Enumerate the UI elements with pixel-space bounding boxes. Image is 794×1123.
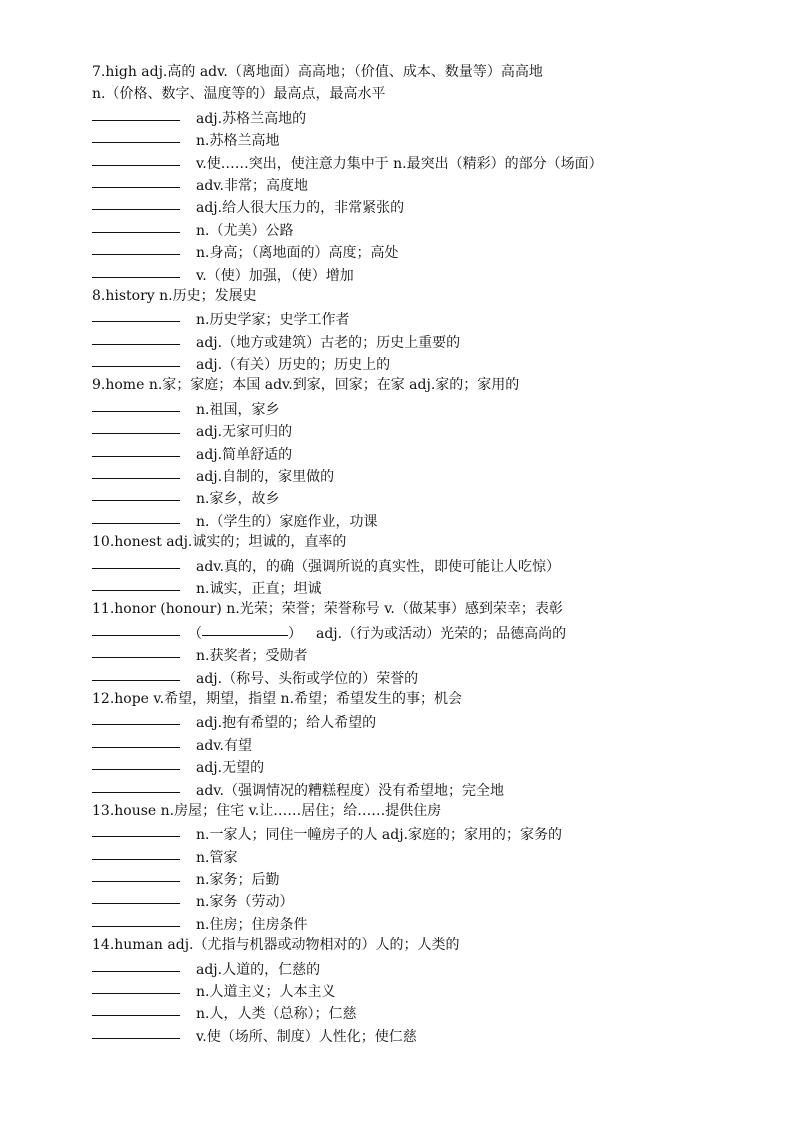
derivative-line — [92, 666, 772, 688]
derivative-line — [92, 554, 772, 576]
derivative-line — [92, 419, 772, 441]
headword-definition: 8.history n.历史；发展史 — [92, 287, 257, 304]
headword-definition: 14.human adj.（尤指与机器或动物相对的）人的；人类的 — [92, 937, 460, 954]
headword-line — [92, 61, 772, 83]
headword-definition: 10.honest adj.诚实的；坦诚的，直率的 — [92, 534, 347, 551]
derivative-definition: n.身高；（离地面的）高度；高处 — [196, 245, 399, 262]
headword-definition: 13.house n.房屋；住宅 v.让……居住；给……提供住房 — [92, 802, 442, 819]
derivative-definition: n.住房；住房条件 — [196, 916, 308, 933]
derivative-definition: v.（使）加强，（使）增加 — [196, 267, 354, 284]
derivative-definition: v.使……突出，使注意力集中于 n.最突出（精彩）的部分（场面） — [196, 155, 603, 172]
derivative-definition: v.使（场所、制度）人性化；使仁慈 — [196, 1028, 417, 1045]
answer-blank[interactable] — [92, 464, 180, 479]
answer-blank[interactable] — [92, 263, 180, 278]
close-paren: ） — [288, 625, 302, 642]
derivative-line — [92, 106, 772, 128]
derivative-definition: n.（学生的）家庭作业，功课 — [196, 513, 378, 530]
derivative-definition: n.家乡，故乡 — [196, 491, 280, 508]
headword-line — [92, 934, 772, 956]
answer-blank[interactable] — [92, 307, 180, 322]
derivative-definition: n.苏格兰高地 — [196, 133, 280, 150]
headword-line — [92, 83, 772, 105]
answer-blank[interactable] — [92, 509, 180, 524]
derivative-line — [92, 509, 772, 531]
derivative-definition: adv.非常；高度地 — [196, 177, 309, 194]
headword-definition: 11.honor (honour) n.光荣；荣誉；荣誉称号 v.（做某事）感到荣幸；表彰 — [92, 601, 563, 618]
answer-blank[interactable] — [92, 979, 180, 994]
answer-blank[interactable] — [92, 218, 180, 233]
derivative-definition: adj.自制的，家里做的 — [196, 469, 335, 486]
derivative-definition: n.祖国，家乡 — [196, 401, 280, 418]
derivative-line — [92, 173, 772, 195]
derivative-definition: n.获奖者；受勋者 — [196, 648, 308, 665]
derivative-line — [92, 464, 772, 486]
answer-blank[interactable] — [92, 621, 180, 636]
derivative-line — [92, 576, 772, 598]
derivative-definition: n.一家人；同住一幢房子的人 adj.家庭的；家用的；家务的 — [196, 827, 563, 844]
derivative-line — [92, 710, 772, 732]
headword-line — [92, 285, 772, 307]
alternate-answer-blank[interactable] — [202, 621, 288, 636]
derivative-definition: adv.真的，的确（强调所说的真实性，即使可能让人吃惊） — [196, 558, 561, 575]
derivative-line — [92, 733, 772, 755]
derivative-definition: adj.无望的 — [196, 760, 265, 777]
answer-blank[interactable] — [92, 128, 180, 143]
answer-blank[interactable] — [92, 486, 180, 501]
derivative-line — [92, 195, 772, 217]
headword-definition: 7.high adj.高的 adv.（离地面）高高地；（价值、成本、数量等）高高地 — [92, 64, 543, 80]
answer-blank[interactable] — [92, 576, 180, 591]
headword-definition: 9.home n.家；家庭；本国 adv.到家，回家；在家 adj.家的；家用的 — [92, 377, 520, 394]
derivative-definition: n.诚实，正直；坦诚 — [196, 580, 322, 597]
derivative-line — [92, 957, 772, 979]
derivative-definition: n.家务；后勤 — [196, 872, 280, 889]
derivative-definition: adj.（称号、头衔或学位的）荣誉的 — [196, 670, 419, 687]
vocabulary-list — [92, 61, 772, 1046]
derivative-line — [92, 912, 772, 934]
derivative-line — [92, 397, 772, 419]
derivative-line — [92, 263, 772, 285]
headword-definition: n.（价格、数字、温度等的）最高点，最高水平 — [92, 86, 386, 103]
derivative-line — [92, 979, 772, 1001]
derivative-definition: adj.（地方或建筑）古老的；历史上重要的 — [196, 334, 461, 351]
answer-blank[interactable] — [92, 330, 180, 345]
derivative-definition: adj.抱有希望的；给人希望的 — [196, 715, 377, 732]
answer-blank[interactable] — [92, 845, 180, 860]
derivative-line — [92, 889, 772, 911]
derivative-line — [92, 352, 772, 374]
answer-blank[interactable] — [92, 1001, 180, 1016]
derivative-line — [92, 643, 772, 665]
derivative-definition: adj.无家可归的 — [196, 424, 293, 441]
answer-blank[interactable] — [92, 867, 180, 882]
derivative-definition: adj.给人很大压力的，非常紧张的 — [196, 200, 405, 217]
answer-blank[interactable] — [92, 666, 180, 681]
answer-blank[interactable] — [92, 755, 180, 770]
derivative-definition: adj.（有关）历史的；历史上的 — [196, 357, 391, 374]
answer-blank[interactable] — [92, 643, 180, 658]
derivative-line — [92, 151, 772, 173]
derivative-definition: adj.（行为或活动）光荣的；品德高尚的 — [316, 625, 567, 642]
derivative-line — [92, 218, 772, 240]
derivative-definition: adj.苏格兰高地的 — [196, 110, 307, 127]
derivative-line — [92, 621, 772, 643]
derivative-definition: n.人，人类（总称）；仁慈 — [196, 1006, 357, 1023]
derivative-line — [92, 1024, 772, 1046]
headword-line — [92, 374, 772, 396]
derivative-line — [92, 486, 772, 508]
answer-blank[interactable] — [92, 733, 180, 748]
derivative-definition: n.人道主义；人本主义 — [196, 984, 336, 1001]
answer-blank[interactable] — [92, 554, 180, 569]
derivative-line — [92, 778, 772, 800]
answer-blank[interactable] — [92, 195, 180, 210]
headword-line — [92, 800, 772, 822]
headword-line — [92, 598, 772, 620]
answer-blank[interactable] — [92, 419, 180, 434]
answer-blank[interactable] — [92, 1024, 180, 1039]
derivative-line — [92, 867, 772, 889]
derivative-definition: n.管家 — [196, 849, 238, 866]
derivative-definition: adj.简单舒适的 — [196, 446, 293, 463]
answer-blank[interactable] — [92, 778, 180, 793]
derivative-definition: n.家务（劳动） — [196, 894, 294, 911]
derivative-definition: adj.人道的，仁慈的 — [196, 961, 321, 978]
derivative-definition: adv.（强调情况的糟糕程度）没有希望地；完全地 — [196, 782, 505, 799]
derivative-line — [92, 307, 772, 329]
derivative-line — [92, 755, 772, 777]
derivative-definition: adv.有望 — [196, 737, 253, 754]
headword-line — [92, 688, 772, 710]
headword-definition: 12.hope v.希望，期望，指望 n.希望；希望发生的事；机会 — [92, 690, 463, 707]
derivative-line — [92, 1001, 772, 1023]
answer-blank[interactable] — [92, 173, 180, 188]
answer-blank[interactable] — [92, 106, 180, 121]
answer-blank[interactable] — [92, 957, 180, 972]
answer-blank[interactable] — [92, 397, 180, 412]
answer-blank[interactable] — [92, 822, 180, 837]
answer-blank[interactable] — [92, 889, 180, 904]
derivative-line — [92, 240, 772, 262]
derivative-line — [92, 128, 772, 150]
derivative-definition: n.历史学家；史学工作者 — [196, 312, 350, 329]
open-paren: （ — [188, 625, 202, 642]
answer-blank[interactable] — [92, 912, 180, 927]
derivative-line — [92, 822, 772, 844]
headword-line — [92, 531, 772, 553]
answer-blank[interactable] — [92, 352, 180, 367]
answer-blank[interactable] — [92, 710, 180, 725]
answer-blank[interactable] — [92, 240, 180, 255]
derivative-definition: n.（尤美）公路 — [196, 222, 294, 239]
answer-blank[interactable] — [92, 151, 180, 166]
answer-blank[interactable] — [92, 442, 180, 457]
derivative-line — [92, 330, 772, 352]
derivative-line — [92, 442, 772, 464]
derivative-line — [92, 845, 772, 867]
